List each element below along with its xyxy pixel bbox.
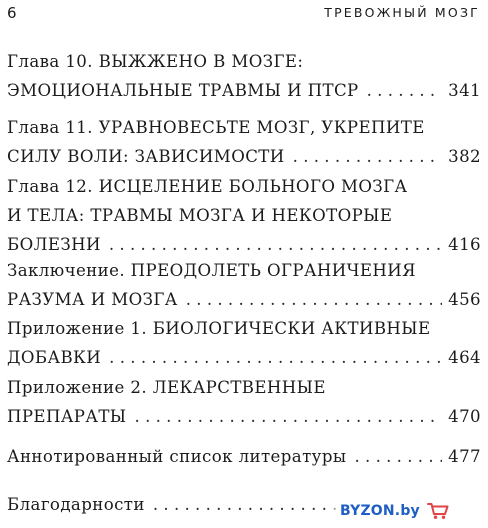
toc-entry-line: Благодарности — [7, 495, 145, 514]
toc-entry-line: И ТЕЛА: ТРАВМЫ МОЗГА И НЕКОТОРЫЕ — [7, 206, 393, 225]
toc-entry-line: ЭМОЦИОНАЛЬНЫЕ ТРАВМЫ И ПТСР — [7, 81, 359, 100]
shopping-cart-icon — [427, 502, 449, 520]
dot-leader — [354, 442, 442, 471]
toc-page-number: 464 — [448, 348, 481, 367]
page-header — [0, 2, 488, 24]
toc-entry-bibliography — [7, 442, 481, 471]
toc-entry-chapter-11 — [7, 113, 481, 171]
running-head: ТРЕВОЖНЫЙ МОЗГ — [324, 5, 480, 20]
toc-entry-line: РАЗУМА И МОЗГА — [7, 290, 178, 309]
toc-entry-line: СИЛУ ВОЛИ: ЗАВИСИМОСТИ — [7, 147, 285, 166]
toc-entry-line: Приложение 2. ЛЕКАРСТВЕННЫЕ — [7, 378, 326, 397]
toc-page-number: 477 — [448, 447, 481, 466]
toc-entry-chapter-12 — [7, 172, 481, 259]
toc-entry-line: Аннотированный список литературы — [7, 447, 347, 466]
page-number: 6 — [7, 4, 17, 22]
toc-page-number: 416 — [448, 235, 481, 254]
dot-leader — [109, 343, 442, 372]
toc-entry-line: Приложение 1. БИОЛОГИЧЕСКИ АКТИВНЫЕ — [7, 319, 431, 338]
toc-entry-line: Глава 12. ИСЦЕЛЕНИЕ БОЛЬНОГО МОЗГА — [7, 177, 408, 196]
dot-leader — [293, 142, 442, 171]
dot-leader — [367, 76, 443, 105]
dot-leader — [135, 402, 443, 431]
toc-page-number: 341 — [448, 81, 481, 100]
watermark — [326, 495, 488, 527]
toc-entry-line: Глава 10. ВЫЖЖЕНО В МОЗГЕ: — [7, 52, 304, 71]
watermark-text: BYZON.by — [340, 503, 420, 519]
dot-leader — [186, 285, 442, 314]
toc-page-number: 382 — [448, 147, 481, 166]
toc-page-number: 456 — [448, 290, 481, 309]
toc-entry-line: Заключение. ПРЕОДОЛЕТЬ ОГРАНИЧЕНИЯ — [7, 261, 416, 280]
toc-entry-line: Глава 11. УРАВНОВЕСЬТЕ МОЗГ, УКРЕПИТЕ — [7, 118, 425, 137]
toc-entry-conclusion — [7, 256, 481, 314]
toc-entry-line: ПРЕПАРАТЫ — [7, 407, 127, 426]
toc-entry-chapter-10 — [7, 47, 481, 105]
toc-entry-appendix-2 — [7, 373, 481, 431]
dot-leader — [109, 230, 442, 259]
toc-entry-line: БОЛЕЗНИ — [7, 235, 101, 254]
toc-page-number: 470 — [448, 407, 481, 426]
toc-entry-appendix-1 — [7, 314, 481, 372]
toc-entry-line: ДОБАВКИ — [7, 348, 102, 367]
